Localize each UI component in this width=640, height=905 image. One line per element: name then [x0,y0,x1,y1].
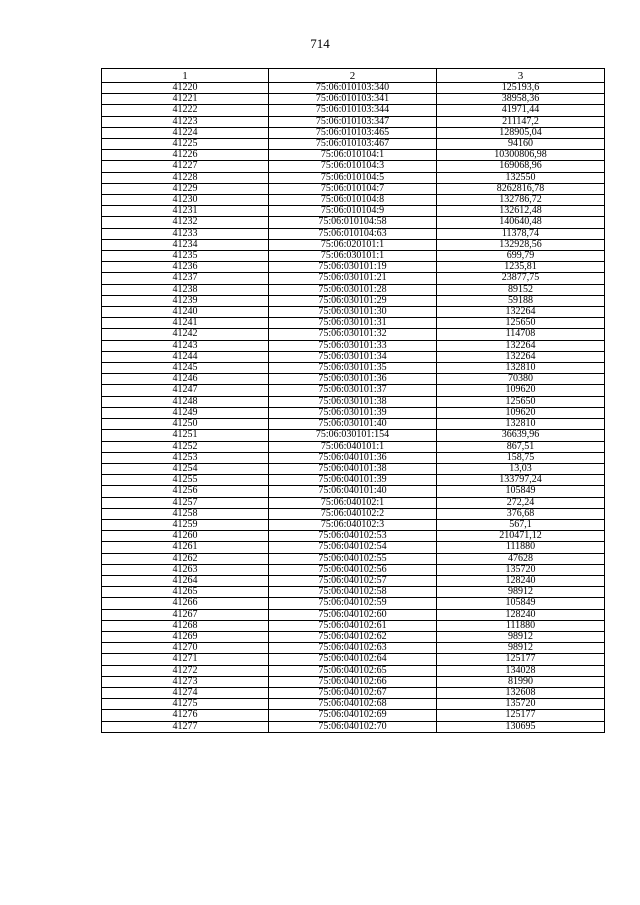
value-cell: 125177 [437,710,605,721]
cadastral-number-cell: 75:06:040102:55 [269,553,437,564]
cadastral-number-cell: 75:06:040102:64 [269,654,437,665]
value-cell: 38958,36 [437,94,605,105]
table-row [102,430,605,441]
table-row [102,206,605,217]
table-row [102,643,605,654]
cadastral-number-cell: 75:06:040101:38 [269,463,437,474]
table-row [102,587,605,598]
cadastral-number-cell: 75:06:010104:1 [269,150,437,161]
cadastral-number-cell: 75:06:030101:31 [269,318,437,329]
row-number-cell: 41245 [102,363,269,374]
cadastral-number-cell: 75:06:010104:63 [269,228,437,239]
table-row [102,598,605,609]
value-cell: 8262816,78 [437,183,605,194]
table-row [102,531,605,542]
cadastral-number-cell: 75:06:040102:69 [269,710,437,721]
value-cell: 105849 [437,598,605,609]
table-row [102,217,605,228]
table-row [102,609,605,620]
table-row [102,351,605,362]
cadastral-number-cell: 75:06:010103:347 [269,116,437,127]
value-cell: 125193,6 [437,83,605,94]
cadastral-number-cell: 75:06:040102:56 [269,564,437,575]
value-cell: 70380 [437,374,605,385]
table-row [102,564,605,575]
cadastral-number-cell: 75:06:020101:1 [269,239,437,250]
row-number-cell: 41267 [102,609,269,620]
row-number-cell: 41225 [102,139,269,150]
cadastral-number-cell: 75:06:030101:1 [269,251,437,262]
table-row [102,441,605,452]
table-row [102,295,605,306]
cadastral-number-cell: 75:06:040101:40 [269,486,437,497]
table-row [102,251,605,262]
row-number-cell: 41250 [102,419,269,430]
header-row [102,69,605,83]
table-row [102,452,605,463]
table-row [102,329,605,340]
table-row [102,195,605,206]
table-row [102,318,605,329]
value-cell: 132264 [437,351,605,362]
cadastral-number-cell: 75:06:040102:63 [269,643,437,654]
value-cell: 272,24 [437,497,605,508]
cadastral-number-cell: 75:06:030101:32 [269,329,437,340]
value-cell: 109620 [437,407,605,418]
row-number-cell: 41233 [102,228,269,239]
value-cell: 111880 [437,542,605,553]
value-cell: 41971,44 [437,105,605,116]
value-cell: 105849 [437,486,605,497]
value-cell: 132810 [437,363,605,374]
table-row [102,542,605,553]
row-number-cell: 41221 [102,94,269,105]
column-header-2: 2 [269,69,437,83]
table-row [102,710,605,721]
value-cell: 567,1 [437,519,605,530]
row-number-cell: 41223 [102,116,269,127]
row-number-cell: 41268 [102,620,269,631]
value-cell: 59188 [437,295,605,306]
row-number-cell: 41244 [102,351,269,362]
row-number-cell: 41262 [102,553,269,564]
cadastral-number-cell: 75:06:030101:40 [269,419,437,430]
row-number-cell: 41272 [102,665,269,676]
cadastral-number-cell: 75:06:030101:39 [269,407,437,418]
value-cell: 23877,75 [437,273,605,284]
value-cell: 132786,72 [437,195,605,206]
row-number-cell: 41263 [102,564,269,575]
row-number-cell: 41235 [102,251,269,262]
table-row [102,262,605,273]
table-row [102,519,605,530]
value-cell: 699,79 [437,251,605,262]
table-row [102,497,605,508]
value-cell: 98912 [437,631,605,642]
value-cell: 211147,2 [437,116,605,127]
value-cell: 109620 [437,385,605,396]
cadastral-number-cell: 75:06:040102:3 [269,519,437,530]
row-number-cell: 41241 [102,318,269,329]
cadastral-number-cell: 75:06:040102:66 [269,676,437,687]
table-row [102,463,605,474]
row-number-cell: 41246 [102,374,269,385]
row-number-cell: 41256 [102,486,269,497]
row-number-cell: 41231 [102,206,269,217]
row-number-cell: 41237 [102,273,269,284]
row-number-cell: 41220 [102,83,269,94]
row-number-cell: 41242 [102,329,269,340]
row-number-cell: 41276 [102,710,269,721]
table-row [102,508,605,519]
value-cell: 169068,96 [437,161,605,172]
table-row [102,127,605,138]
table-row [102,363,605,374]
cadastral-number-cell: 75:06:010103:465 [269,127,437,138]
cadastral-number-cell: 75:06:040102:53 [269,531,437,542]
value-cell: 94160 [437,139,605,150]
row-number-cell: 41258 [102,508,269,519]
row-number-cell: 41236 [102,262,269,273]
row-number-cell: 41251 [102,430,269,441]
row-number-cell: 41248 [102,396,269,407]
value-cell: 134028 [437,665,605,676]
table-row [102,385,605,396]
table-row [102,273,605,284]
cadastral-number-cell: 75:06:040102:68 [269,699,437,710]
value-cell: 132264 [437,307,605,318]
value-cell: 140640,48 [437,217,605,228]
table-row [102,475,605,486]
cadastral-number-cell: 75:06:010104:58 [269,217,437,228]
row-number-cell: 41259 [102,519,269,530]
row-number-cell: 41273 [102,676,269,687]
table-row [102,553,605,564]
row-number-cell: 41253 [102,452,269,463]
cadastral-number-cell: 75:06:010104:5 [269,172,437,183]
value-cell: 89152 [437,284,605,295]
table-row [102,721,605,732]
cadastral-number-cell: 75:06:030101:29 [269,295,437,306]
column-header-1: 1 [102,69,269,83]
value-cell: 125177 [437,654,605,665]
table-row [102,575,605,586]
value-cell: 11378,74 [437,228,605,239]
row-number-cell: 41232 [102,217,269,228]
value-cell: 158,75 [437,452,605,463]
row-number-cell: 41255 [102,475,269,486]
cadastral-number-cell: 75:06:040102:60 [269,609,437,620]
table-row [102,139,605,150]
cadastral-number-cell: 75:06:030101:37 [269,385,437,396]
row-number-cell: 41260 [102,531,269,542]
row-number-cell: 41222 [102,105,269,116]
table-row [102,284,605,295]
table-body [102,83,605,733]
table-row [102,307,605,318]
table-row [102,419,605,430]
cadastral-number-cell: 75:06:040102:62 [269,631,437,642]
value-cell: 135720 [437,564,605,575]
table-row [102,83,605,94]
value-cell: 111880 [437,620,605,631]
cadastral-number-cell: 75:06:010104:7 [269,183,437,194]
row-number-cell: 41270 [102,643,269,654]
table-row [102,699,605,710]
value-cell: 128905,04 [437,127,605,138]
row-number-cell: 41228 [102,172,269,183]
cadastral-number-cell: 75:06:030101:19 [269,262,437,273]
value-cell: 1235,81 [437,262,605,273]
table-row [102,396,605,407]
row-number-cell: 41227 [102,161,269,172]
table-row [102,172,605,183]
value-cell: 132928,56 [437,239,605,250]
value-cell: 10300806,98 [437,150,605,161]
table-row [102,94,605,105]
row-number-cell: 41224 [102,127,269,138]
value-cell: 376,68 [437,508,605,519]
cadastral-number-cell: 75:06:010103:344 [269,105,437,116]
value-cell: 13,03 [437,463,605,474]
table-row [102,340,605,351]
value-cell: 132810 [437,419,605,430]
row-number-cell: 41254 [102,463,269,474]
value-cell: 47628 [437,553,605,564]
cadastral-number-cell: 75:06:030101:33 [269,340,437,351]
table-row [102,687,605,698]
table-row [102,631,605,642]
row-number-cell: 41265 [102,587,269,598]
value-cell: 36639,96 [437,430,605,441]
row-number-cell: 41243 [102,340,269,351]
table-row [102,150,605,161]
value-cell: 132550 [437,172,605,183]
cadastral-number-cell: 75:06:010103:340 [269,83,437,94]
table-row [102,228,605,239]
row-number-cell: 41249 [102,407,269,418]
cadastral-number-cell: 75:06:030101:35 [269,363,437,374]
row-number-cell: 41238 [102,284,269,295]
cadastral-number-cell: 75:06:010103:467 [269,139,437,150]
row-number-cell: 41252 [102,441,269,452]
row-number-cell: 41269 [102,631,269,642]
value-cell: 130695 [437,721,605,732]
cadastral-number-cell: 75:06:030101:28 [269,284,437,295]
data-table [101,68,605,733]
table-row [102,676,605,687]
cadastral-number-cell: 75:06:010104:8 [269,195,437,206]
table-row [102,620,605,631]
table-row [102,486,605,497]
value-cell: 114708 [437,329,605,340]
cadastral-number-cell: 75:06:030101:34 [269,351,437,362]
cadastral-number-cell: 75:06:040102:61 [269,620,437,631]
row-number-cell: 41277 [102,721,269,732]
row-number-cell: 41226 [102,150,269,161]
cadastral-number-cell: 75:06:040102:1 [269,497,437,508]
column-header-3: 3 [437,69,605,83]
cadastral-number-cell: 75:06:040102:65 [269,665,437,676]
page-number: 714 [310,36,330,51]
cadastral-number-cell: 75:06:040102:58 [269,587,437,598]
table-row [102,183,605,194]
table-row [102,407,605,418]
value-cell: 98912 [437,643,605,654]
cadastral-number-cell: 75:06:040102:54 [269,542,437,553]
row-number-cell: 41247 [102,385,269,396]
row-number-cell: 41274 [102,687,269,698]
cadastral-number-cell: 75:06:030101:30 [269,307,437,318]
cadastral-number-cell: 75:06:030101:38 [269,396,437,407]
value-cell: 133797,24 [437,475,605,486]
table-row [102,654,605,665]
row-number-cell: 41266 [102,598,269,609]
table-row [102,665,605,676]
cadastral-number-cell: 75:06:040102:57 [269,575,437,586]
row-number-cell: 41261 [102,542,269,553]
table-row [102,161,605,172]
table-row [102,239,605,250]
cadastral-number-cell: 75:06:010104:3 [269,161,437,172]
row-number-cell: 41275 [102,699,269,710]
table-row [102,116,605,127]
value-cell: 128240 [437,609,605,620]
row-number-cell: 41229 [102,183,269,194]
cadastral-number-cell: 75:06:030101:154 [269,430,437,441]
table-row [102,105,605,116]
table-row [102,374,605,385]
value-cell: 132264 [437,340,605,351]
cadastral-number-cell: 75:06:010104:9 [269,206,437,217]
value-cell: 132608 [437,687,605,698]
cadastral-number-cell: 75:06:040101:36 [269,452,437,463]
value-cell: 98912 [437,587,605,598]
cadastral-number-cell: 75:06:040102:59 [269,598,437,609]
value-cell: 81990 [437,676,605,687]
cadastral-number-cell: 75:06:040102:67 [269,687,437,698]
cadastral-number-cell: 75:06:040102:2 [269,508,437,519]
value-cell: 125650 [437,396,605,407]
row-number-cell: 41257 [102,497,269,508]
cadastral-number-cell: 75:06:040101:1 [269,441,437,452]
cadastral-number-cell: 75:06:030101:36 [269,374,437,385]
cadastral-number-cell: 75:06:010103:341 [269,94,437,105]
row-number-cell: 41264 [102,575,269,586]
value-cell: 132612,48 [437,206,605,217]
row-number-cell: 41240 [102,307,269,318]
cadastral-number-cell: 75:06:030101:21 [269,273,437,284]
cadastral-number-cell: 75:06:040102:70 [269,721,437,732]
row-number-cell: 41239 [102,295,269,306]
row-number-cell: 41234 [102,239,269,250]
value-cell: 210471,12 [437,531,605,542]
value-cell: 125650 [437,318,605,329]
value-cell: 867,51 [437,441,605,452]
row-number-cell: 41230 [102,195,269,206]
cadastral-number-cell: 75:06:040101:39 [269,475,437,486]
value-cell: 128240 [437,575,605,586]
row-number-cell: 41271 [102,654,269,665]
value-cell: 135720 [437,699,605,710]
